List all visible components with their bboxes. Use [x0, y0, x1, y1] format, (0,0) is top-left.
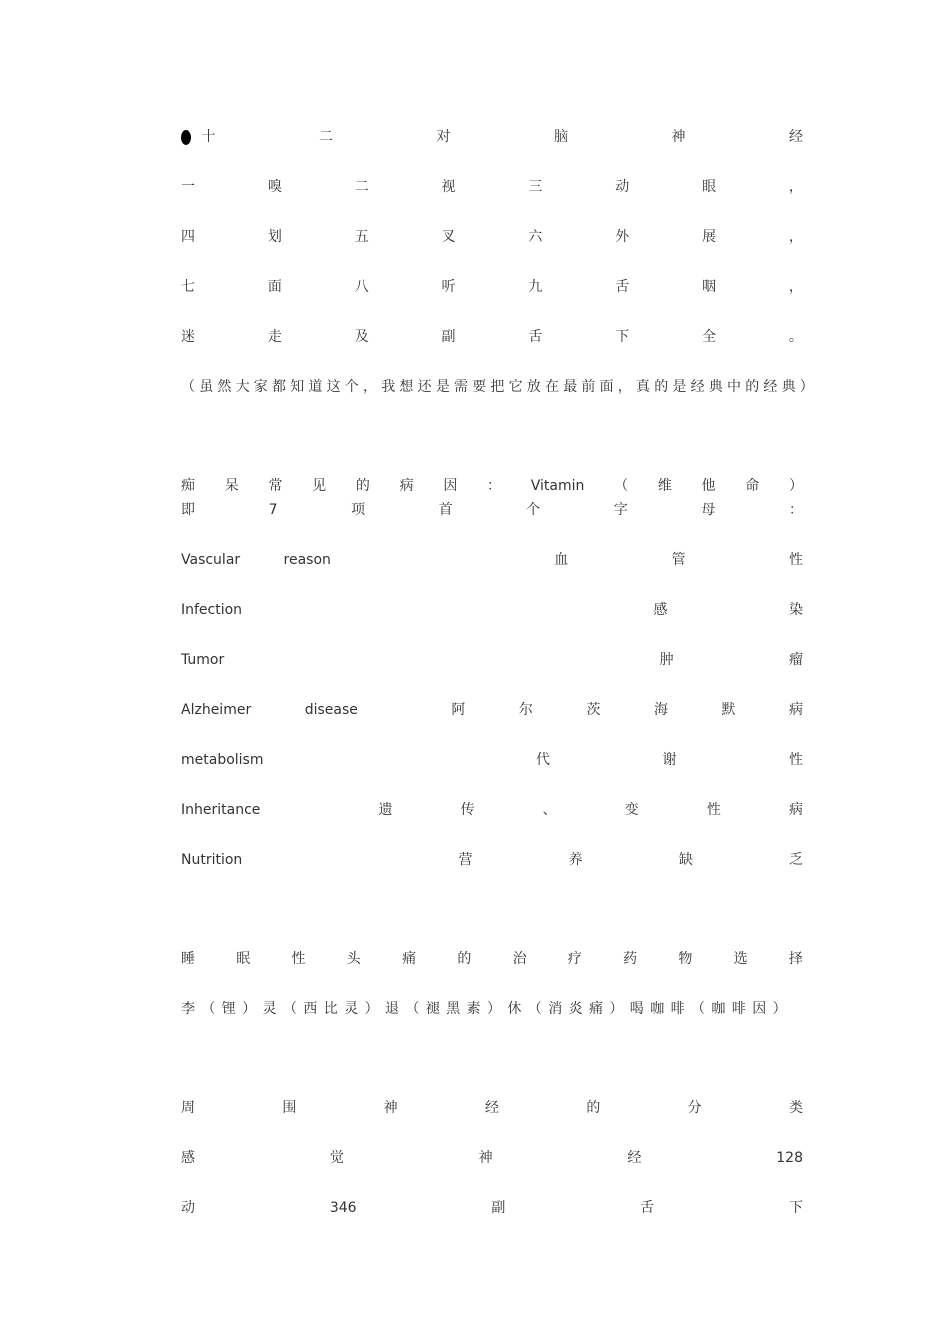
text-char: 代	[535, 752, 550, 768]
text-char: 觉	[329, 1150, 344, 1166]
text-char: 面	[267, 279, 282, 295]
peripheral-sensory-line	[181, 1147, 803, 1169]
bullet-icon	[181, 130, 191, 145]
text-char: 痴	[181, 478, 195, 494]
dementia-item-alzheimer	[181, 699, 803, 721]
text-char: 四	[181, 229, 195, 245]
text-char: 茨	[586, 702, 601, 718]
text-char: 、	[542, 802, 557, 818]
text-char: 缺	[678, 852, 693, 868]
text-char: ，	[788, 179, 803, 195]
headache-title	[181, 948, 803, 970]
item-term: metabolism	[181, 752, 264, 768]
text-char: 围	[282, 1100, 297, 1116]
item-term: reason	[283, 552, 331, 568]
text-char: 维	[657, 478, 672, 494]
dementia-item-tumor	[181, 649, 803, 671]
text-char: 即	[181, 502, 195, 518]
text-char: 疗	[567, 951, 582, 967]
text-char: 舌	[615, 279, 630, 295]
text-char: 五	[354, 229, 369, 245]
title-char: 十	[201, 129, 216, 145]
text-char: 命	[745, 478, 760, 494]
text-char: 见	[312, 478, 327, 494]
text-number: 7	[268, 502, 278, 518]
text-char: 神	[383, 1100, 398, 1116]
text-char: 的	[586, 1100, 601, 1116]
text-char: ，	[788, 279, 803, 295]
dementia-item-infection	[181, 599, 803, 621]
vitamin-word: Vitamin	[530, 478, 585, 494]
text-char: 舌	[528, 329, 543, 345]
title-char: 二	[318, 129, 333, 145]
text-char: 副	[491, 1200, 506, 1216]
text-char: 性	[788, 552, 803, 568]
text-char: 周	[181, 1100, 195, 1116]
text-char: 的	[457, 951, 472, 967]
text-char: 视	[441, 179, 456, 195]
text-char: 变	[624, 802, 639, 818]
text-char: 肿	[659, 652, 674, 668]
cranial-mnemonic-line-1	[181, 176, 803, 198]
text-char: 养	[568, 852, 583, 868]
text-char: 谢	[662, 752, 677, 768]
text-char: （	[614, 478, 629, 494]
item-term: Infection	[181, 602, 243, 618]
text-char: 走	[267, 329, 282, 345]
text-char: 遗	[378, 802, 393, 818]
text-char: ：	[788, 502, 803, 518]
text-char: 病	[788, 702, 803, 718]
text-char: 海	[653, 702, 668, 718]
text-char: 物	[678, 951, 693, 967]
text-char: 选	[733, 951, 748, 967]
text-char: 治	[512, 951, 527, 967]
text-char: 眼	[702, 179, 717, 195]
text-char: 睡	[181, 951, 195, 967]
item-term: Vascular	[181, 552, 241, 568]
text-char: 头	[346, 951, 361, 967]
item-term: Nutrition	[181, 852, 243, 868]
text-char: 二	[354, 179, 369, 195]
dementia-item-nutrition	[181, 849, 803, 871]
text-char: 管	[671, 552, 686, 568]
cranial-nerves-title	[181, 126, 803, 148]
text-char: 听	[441, 279, 456, 295]
text-char: 经	[484, 1100, 499, 1116]
text-char: 经	[627, 1150, 642, 1166]
text-char: 九	[528, 279, 543, 295]
text-char: 外	[615, 229, 630, 245]
text-char: ，	[788, 229, 803, 245]
text-number: 128	[776, 1150, 803, 1166]
text-char: 个	[526, 502, 541, 518]
item-term: Tumor	[181, 652, 225, 668]
text-char: 七	[181, 279, 195, 295]
text-char: 他	[701, 478, 716, 494]
text-char: 阿	[451, 702, 466, 718]
text-char: 传	[460, 802, 475, 818]
title-char: 对	[436, 129, 451, 145]
text-char: 舌	[640, 1200, 655, 1216]
text-char: 划	[267, 229, 282, 245]
text-char: 瘤	[788, 652, 803, 668]
dementia-title-line-2	[181, 499, 803, 521]
text-char: 动	[181, 1200, 195, 1216]
title-char: 脑	[553, 129, 568, 145]
text-char: 乏	[789, 852, 803, 868]
text-char: 营	[458, 852, 473, 868]
peripheral-title	[181, 1097, 803, 1119]
title-char: 神	[671, 129, 686, 145]
text-char: ）	[788, 478, 803, 494]
dementia-item-vascular	[181, 549, 803, 571]
dementia-item-metabolism	[181, 749, 803, 771]
text-char: 及	[354, 329, 369, 345]
text-char: 副	[441, 329, 456, 345]
text-char: 择	[788, 951, 803, 967]
text-char: 一	[181, 179, 195, 195]
note-text: （虽然大家都知道这个，我想还是需要把它放在最前面，真的是经典中的经典）	[181, 379, 818, 395]
text-char: 展	[702, 229, 717, 245]
mnemonic-text: 李（锂）灵（西比灵）退（褪黑素）休（消炎痛）喝咖啡（咖啡因）	[181, 1001, 793, 1017]
text-char: 项	[351, 502, 366, 518]
text-char: 默	[721, 702, 736, 718]
text-char: 分	[687, 1100, 702, 1116]
item-term: Alzheimer	[181, 702, 252, 718]
item-term: Inheritance	[181, 802, 261, 818]
item-term: disease	[304, 702, 358, 718]
text-char: 六	[528, 229, 543, 245]
text-char: 叉	[441, 229, 456, 245]
text-char: 动	[615, 179, 630, 195]
dementia-item-inheritance	[181, 799, 803, 821]
text-char: 迷	[181, 329, 195, 345]
text-char: 类	[788, 1100, 803, 1116]
cranial-note	[181, 376, 818, 398]
text-char: 常	[268, 478, 283, 494]
text-char: 字	[613, 502, 628, 518]
text-char: 染	[789, 602, 803, 618]
text-char: 。	[788, 329, 803, 345]
text-char: 病	[788, 802, 803, 818]
text-char: ：	[487, 478, 502, 494]
cranial-mnemonic-line-3	[181, 276, 803, 298]
text-char: 痛	[402, 951, 417, 967]
text-char: 神	[478, 1150, 493, 1166]
text-char: 咽	[702, 279, 717, 295]
text-char: 眠	[236, 951, 251, 967]
text-char: 呆	[224, 478, 239, 494]
text-number: 346	[329, 1200, 357, 1216]
text-char: 性	[706, 802, 721, 818]
dementia-title-line-1	[181, 475, 803, 497]
text-char: 下	[788, 1200, 803, 1216]
text-char: 母	[701, 502, 716, 518]
text-char: 下	[615, 329, 630, 345]
text-char: 全	[702, 329, 717, 345]
text-char: 血	[554, 552, 569, 568]
text-char: 性	[291, 951, 306, 967]
text-char: 药	[623, 951, 638, 967]
text-char: 三	[528, 179, 543, 195]
text-char: 感	[653, 602, 668, 618]
headache-mnemonic	[181, 998, 803, 1020]
text-char: 病	[399, 478, 414, 494]
text-char: 的	[355, 478, 370, 494]
peripheral-motor-line	[181, 1197, 803, 1219]
cranial-mnemonic-line-2	[181, 226, 803, 248]
title-char: 经	[788, 129, 803, 145]
text-char: 因	[443, 478, 458, 494]
text-char: 性	[788, 752, 803, 768]
text-char: 首	[438, 502, 453, 518]
text-char: 感	[181, 1150, 195, 1166]
cranial-mnemonic-line-4	[181, 326, 803, 348]
text-char: 尔	[518, 702, 533, 718]
text-char: 八	[354, 279, 369, 295]
text-char: 嗅	[267, 179, 282, 195]
